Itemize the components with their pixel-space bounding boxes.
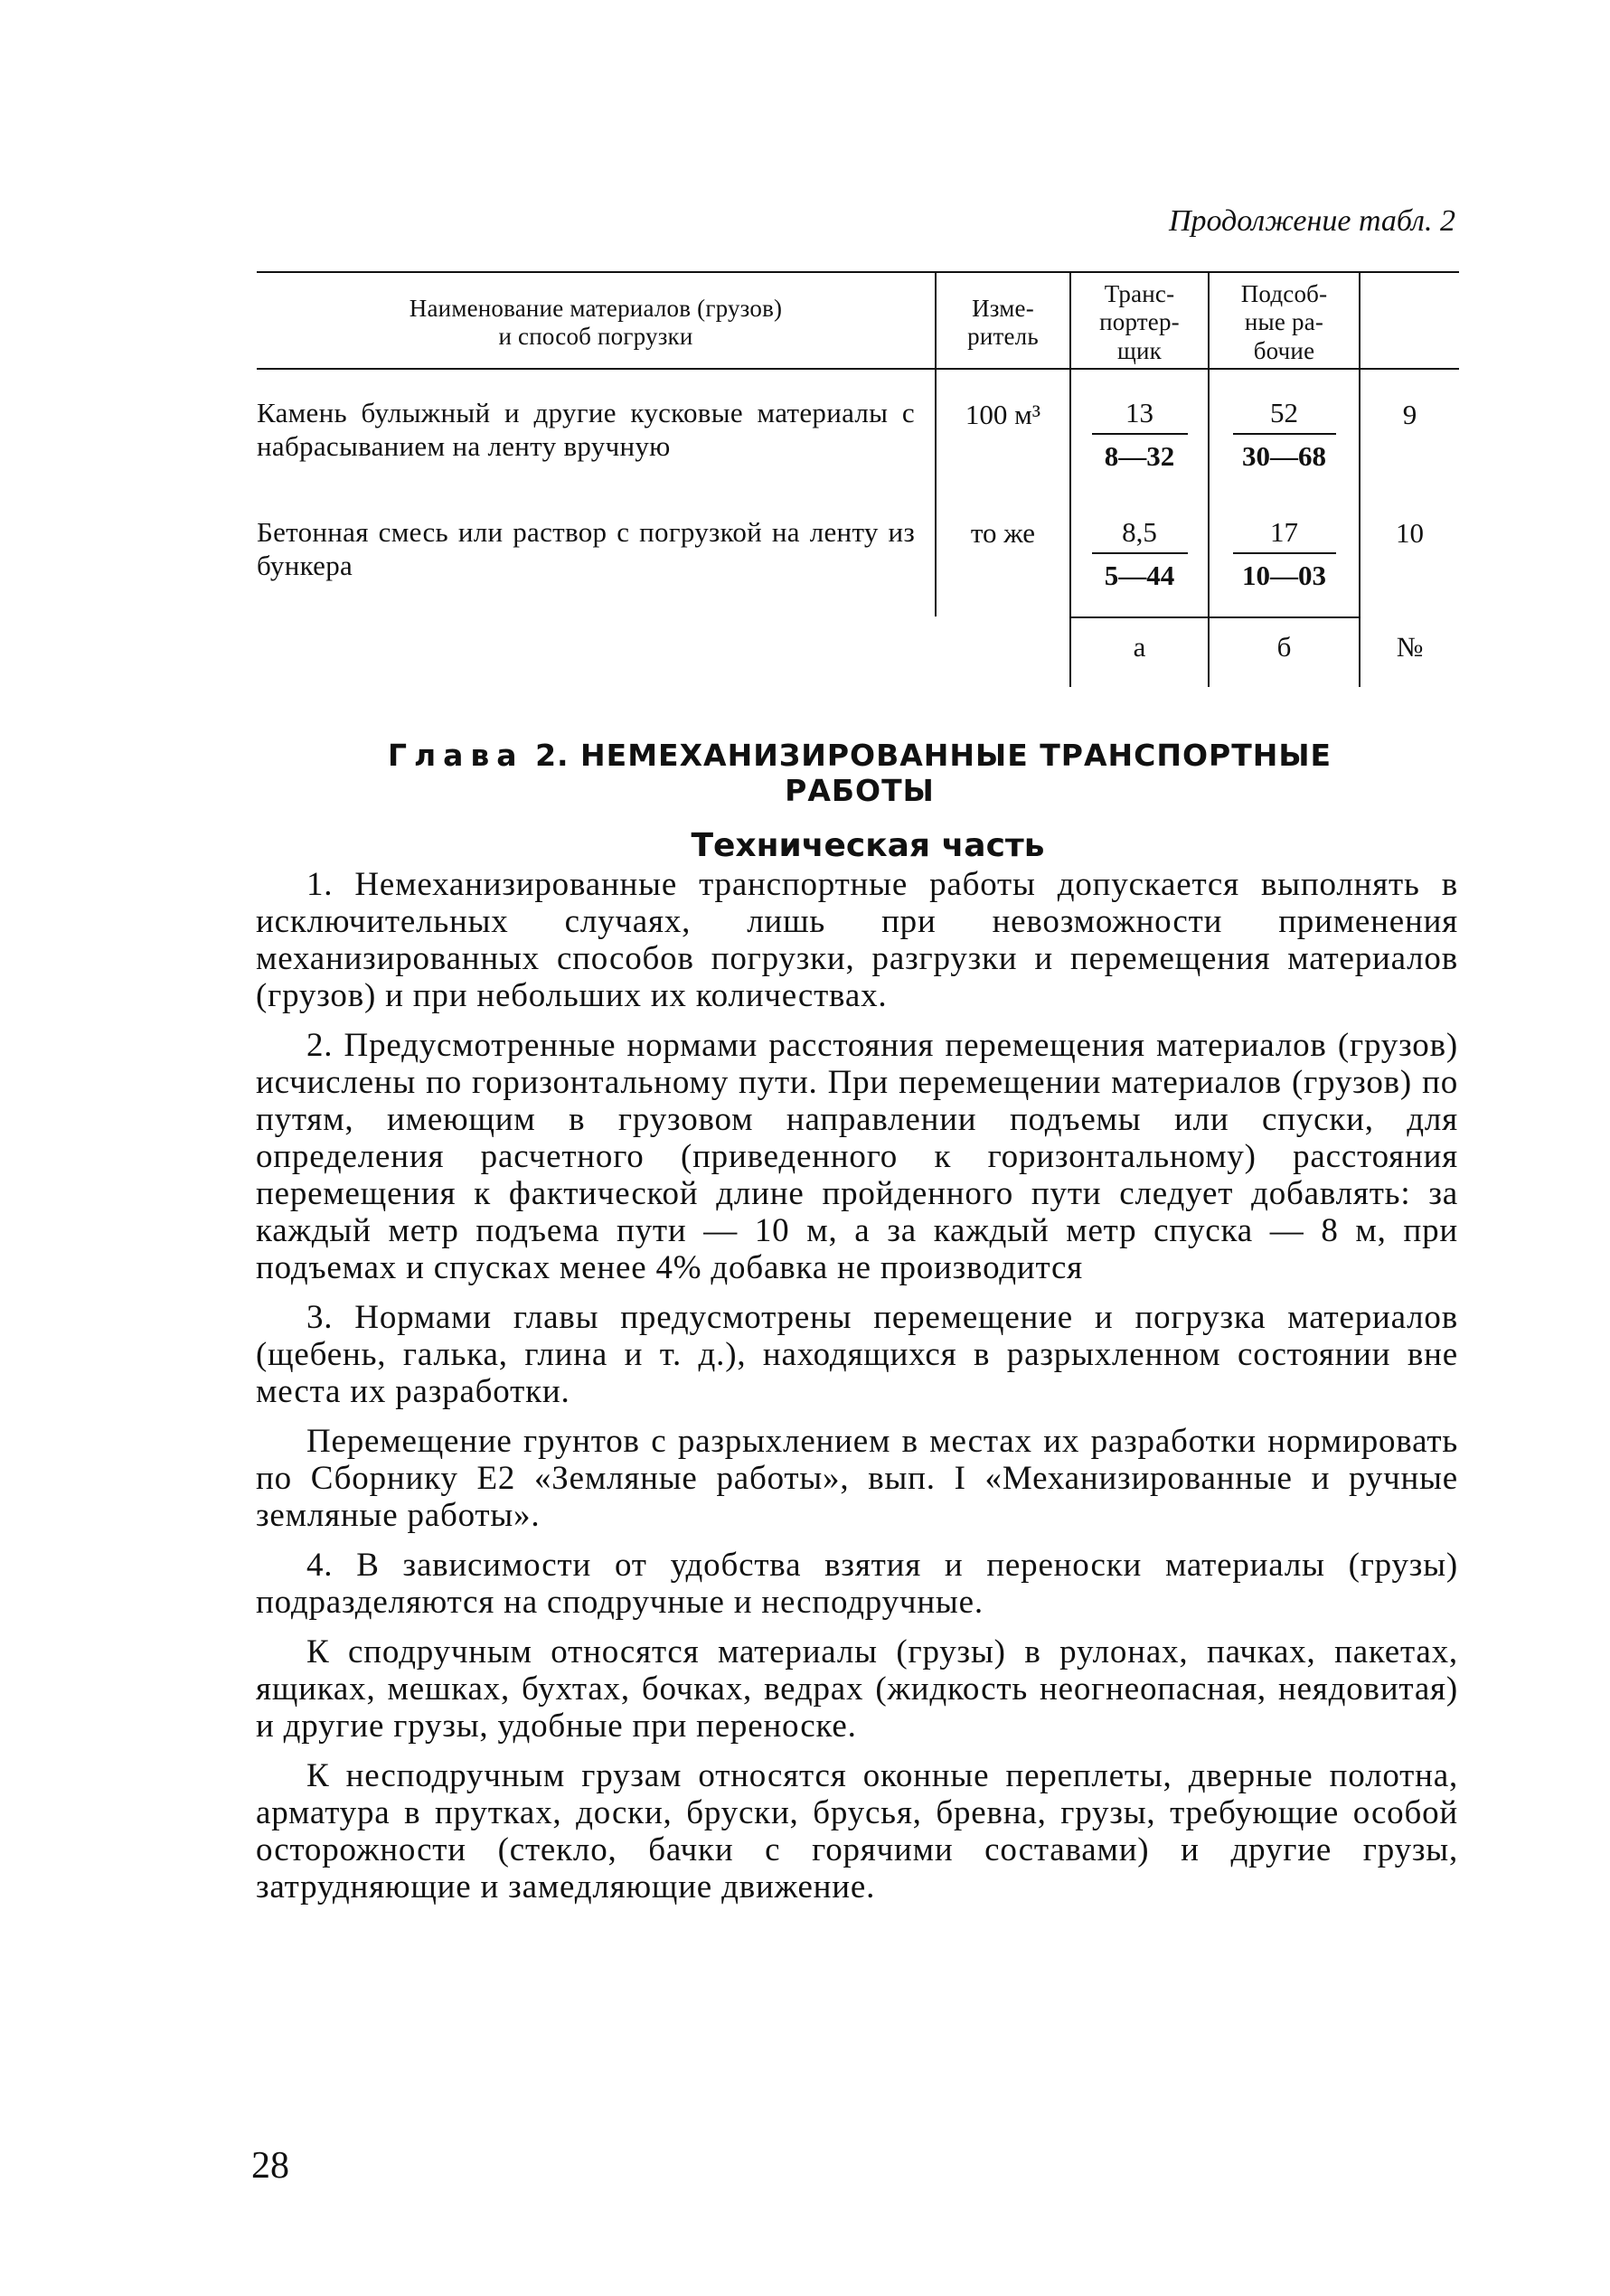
paragraph-7: К несподручным грузам относятся оконные переплеты, дверные полотна, арматура в прутках, доски, бруски, брусья, бревна, грузы, требующие особой осторожности (стекло, бачки с горячими составами) и другие грузы, затрудняющие и замедляющие движение. — [256, 1757, 1458, 1905]
paragraph-2: 2. Предусмотренные нормами расстояния перемещения материалов (грузов) исчислены по горизонтальному пути. При перемещении материалов (грузов) по путям, имеющим в грузовом направлении подъемы или спуски, для определения расчетного (приведенного к горизонтальному) расстояния перемещения к фактической длине пройденного пути следует добавлять: за каждый метр подъема пути — 10 м, а за каждый метр спуска — 8 м, при подъемах и спусках менее 4% добавка не производится — [256, 1027, 1458, 1286]
row-2-unit: то же — [970, 517, 1036, 549]
chapter-title: 2. НЕМЕХАНИЗИРОВАННЫЕ ТРАНСПОРТНЫЕ РАБОТЫ — [535, 738, 1332, 808]
row-1-transporters-bottom: 8—32 — [1104, 440, 1175, 472]
section-title: Техническая часть — [691, 827, 1045, 864]
row-2-helpers-top: 17 — [1270, 516, 1298, 548]
chapter-prefix: Глава — [387, 738, 524, 773]
footer-a: а — [1133, 631, 1146, 663]
row-1-number: 9 — [1402, 399, 1417, 430]
table-body-rule — [1069, 616, 1359, 618]
technical-part-text — [256, 866, 1458, 1915]
chapter-heading — [322, 738, 1398, 808]
page-number: 28 — [251, 2145, 289, 2187]
row-2-transporters — [1071, 516, 1208, 592]
paragraph-4: Перемещение грунтов с разрыхлением в местах их разработки нормировать по Сборнику Е2 «Земляные работы», вып. I «Механизированные и ручные земляные работы». — [256, 1423, 1458, 1534]
paragraph-5: 4. В зависимости от удобства взятия и переноски материалы (грузы) подразделяются на сподручные и несподручные. — [256, 1547, 1458, 1621]
row-1-transporters — [1071, 397, 1208, 473]
row-1-transporters-top: 13 — [1125, 397, 1153, 428]
footer-b: б — [1276, 631, 1292, 663]
row-1-name: Камень булыжный и другие кусковые материалы с набрасыванием на ленту вручную — [257, 397, 915, 463]
footer-number-sign: № — [1396, 631, 1424, 663]
header-transporters: Транс- портер- щик — [1099, 280, 1180, 364]
row-1-helpers — [1210, 397, 1359, 473]
col-divider-4 — [1359, 271, 1360, 687]
table-continuation-label: Продолжение табл. 2 — [1168, 204, 1455, 238]
row-2-transporters-bottom: 5—44 — [1104, 560, 1175, 591]
row-2-transporters-top: 8,5 — [1122, 516, 1157, 548]
table-top-rule — [257, 271, 1459, 273]
header-helpers: Подсоб- ные ра- бочие — [1240, 280, 1328, 364]
header-name: Наименование материалов (грузов) и способ погрузки — [409, 295, 783, 351]
row-1-unit: 100 м³ — [965, 399, 1041, 430]
row-1-helpers-top: 52 — [1270, 397, 1298, 428]
row-2-number: 10 — [1396, 517, 1424, 549]
paragraph-6: К сподручным относятся материалы (грузы) в рулонах, пачках, пакетах, ящиках, мешках, бухтах, бочках, ведрах (жидкость неогнеопасная, неядовитая) и другие грузы, удобные при переноске. — [256, 1633, 1458, 1745]
norms-table — [257, 271, 1459, 687]
header-unit: Изме- ритель — [967, 295, 1039, 351]
paragraph-3: 3. Нормами главы предусмотрены перемещение и погрузка материалов (щебень, галька, глина и т. д.), находящихся в разрыхленном состоянии вне места их разработки. — [256, 1299, 1458, 1410]
row-2-helpers — [1210, 516, 1359, 592]
row-2-name: Бетонная смесь или раствор с погрузкой на ленту из бункера — [257, 516, 915, 582]
paragraph-1: 1. Немеханизированные транспортные работы допускается выполнять в исключительных случаях, лишь при невозможности применения механизированных способов погрузки, разгрузки и перемещения материалов (грузов) и при небольших их количествах. — [256, 866, 1458, 1014]
table-header-rule — [257, 368, 1459, 370]
row-1-helpers-bottom: 30—68 — [1242, 440, 1326, 472]
row-2-helpers-bottom: 10—03 — [1242, 560, 1326, 591]
